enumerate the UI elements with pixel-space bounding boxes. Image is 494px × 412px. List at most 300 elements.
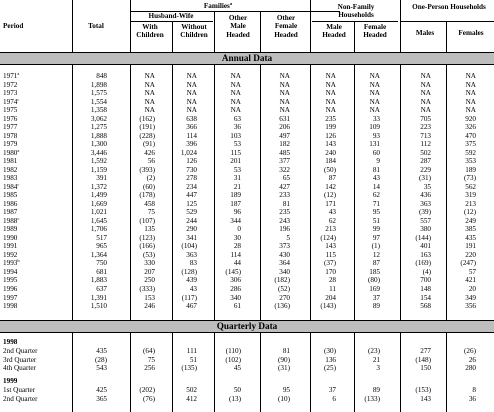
table-cell: 51 <box>189 355 197 364</box>
table-cell: 189 <box>230 191 241 200</box>
row-period <box>3 303 17 310</box>
row-period <box>3 243 17 250</box>
table-cell: NA <box>465 72 476 80</box>
table-cell: NA <box>230 89 241 98</box>
table-cell: NA <box>230 106 241 115</box>
table-cell: NA <box>144 89 155 98</box>
table-cell: 250 <box>144 276 155 285</box>
period-year: 1972 <box>3 80 18 89</box>
table-cell: 1,499 <box>90 191 107 200</box>
table-cell: (76) <box>143 394 155 403</box>
table-cell: NA <box>369 80 380 89</box>
table-cell: 502 <box>420 148 431 157</box>
table-cell: NA <box>465 106 476 115</box>
period-year: 1998 <box>3 302 18 311</box>
table-cell: 50 <box>233 386 241 394</box>
table-cell: 240 <box>325 148 336 157</box>
table-cell: 33 <box>372 114 380 123</box>
table-cell: (135) <box>181 364 197 373</box>
table-cell: NA <box>465 97 476 106</box>
table-cell: 467 <box>186 302 197 311</box>
period-footnote-mark: b <box>17 258 20 264</box>
table-cell: 287 <box>420 157 431 166</box>
table-cell: (37) <box>324 259 336 268</box>
table-cell: 356 <box>465 302 476 311</box>
row-period <box>3 96 20 106</box>
table-cell: 1,669 <box>90 199 107 208</box>
table-cell: 425 <box>96 386 107 394</box>
table-cell: 21 <box>372 355 380 364</box>
table-cell: 306 <box>230 276 241 285</box>
table-cell: 1,358 <box>90 106 107 115</box>
column-divider <box>172 22 173 412</box>
table-cell: 233 <box>279 191 290 200</box>
table-cell: 562 <box>465 182 476 191</box>
table-cell: NA <box>186 80 197 89</box>
table-cell: 169 <box>369 285 380 293</box>
table-cell: NA <box>369 97 380 106</box>
table-cell: 497 <box>279 131 290 140</box>
table-cell: 290 <box>186 225 197 234</box>
table-cell: 681 <box>96 267 107 276</box>
period-year: 1991 <box>3 242 18 251</box>
table-cell: NA <box>420 89 431 98</box>
table-cell: 543 <box>96 364 107 373</box>
period-year: 1976 <box>3 114 18 123</box>
header-without-children: Without Children <box>180 23 208 40</box>
table-cell: 426 <box>144 148 155 157</box>
table-cell: NA <box>420 72 431 80</box>
table-cell: 557 <box>420 216 431 225</box>
table-cell: 36 <box>468 394 476 403</box>
header-non-family: Non-Family Households <box>337 3 375 20</box>
table-cell: (12) <box>464 208 476 217</box>
table-cell: 277 <box>420 347 431 355</box>
table-cell: 322 <box>279 165 290 174</box>
table-cell: (117) <box>181 293 197 302</box>
table-cell: (191) <box>139 123 155 132</box>
table-cell: 380 <box>420 225 431 234</box>
table-cell: (107) <box>139 216 155 225</box>
row-period <box>3 181 20 191</box>
period-footnote-mark: c <box>17 181 20 187</box>
table-cell: (25) <box>324 364 336 373</box>
table-cell: 529 <box>186 208 197 217</box>
period-year: 1973 <box>3 89 18 98</box>
table-cell: 235 <box>325 114 336 123</box>
table-cell: (144) <box>415 233 431 242</box>
table-cell: 244 <box>186 216 197 225</box>
table-cell: 568 <box>420 302 431 311</box>
table-cell: 326 <box>465 123 476 132</box>
table-cell: (110) <box>225 347 241 355</box>
column-divider <box>446 22 447 412</box>
table-cell: 1,024 <box>180 148 197 157</box>
table-cell: 730 <box>186 165 197 174</box>
table-cell: NA <box>420 106 431 115</box>
table-cell: 53 <box>233 140 241 149</box>
table-cell: 220 <box>465 250 476 259</box>
table-cell: 1,391 <box>90 293 107 302</box>
table-cell: (102) <box>225 355 241 364</box>
table-cell: (31) <box>278 364 290 373</box>
table-cell: 705 <box>420 114 431 123</box>
table-cell: 37 <box>372 293 380 302</box>
table-cell: 182 <box>279 140 290 149</box>
table-cell: (13) <box>229 394 241 403</box>
table-cell: 391 <box>96 174 107 183</box>
period-year: 1994 <box>3 267 18 276</box>
table-cell: 28 <box>328 276 336 285</box>
table-cell: 1,159 <box>90 165 107 174</box>
table-cell: 363 <box>186 250 197 259</box>
table-cell: (128) <box>181 267 197 276</box>
one-person-underline <box>400 21 494 22</box>
table-cell: 435 <box>465 233 476 242</box>
table-cell: 26 <box>468 355 476 364</box>
table-cell: 213 <box>325 225 336 234</box>
table-cell: 125 <box>186 199 197 208</box>
period-year: 1995 <box>3 276 18 285</box>
table-cell: 142 <box>325 182 336 191</box>
table-cell: (4) <box>422 267 431 276</box>
row-period: 2nd Quarter <box>3 347 38 355</box>
table-cell: 36 <box>233 123 241 132</box>
table-cell: 81 <box>372 165 380 174</box>
row-period <box>3 133 17 140</box>
table-cell: 340 <box>230 293 241 302</box>
table-cell: (30) <box>324 347 336 355</box>
table-cell: 229 <box>420 165 431 174</box>
table-cell: 1,300 <box>90 140 107 149</box>
row-period <box>3 209 17 216</box>
table-cell: 87 <box>328 174 336 183</box>
table-cell: 189 <box>465 165 476 174</box>
table-cell: (60) <box>143 182 155 191</box>
header-husband-wife: Husband-Wife <box>148 12 194 20</box>
table-cell: 278 <box>186 174 197 183</box>
table-cell: 37 <box>328 386 336 394</box>
row-period: 2nd Quarter <box>3 394 38 403</box>
period-footnote-mark: c <box>17 215 20 221</box>
period-year: 1983 <box>3 174 18 183</box>
table-cell: (28) <box>95 355 107 364</box>
period-year: 1980 <box>3 148 18 157</box>
table-cell: NA <box>279 72 290 80</box>
table-cell: 965 <box>96 242 107 251</box>
table-cell: 286 <box>230 285 241 293</box>
table-cell: 143 <box>420 394 431 403</box>
table-cell: 89 <box>372 386 380 394</box>
table-cell: 631 <box>279 114 290 123</box>
row-period: 1st Quarter <box>3 386 36 394</box>
row-period <box>3 277 17 284</box>
table-cell: 75 <box>147 355 155 364</box>
table-cell: NA <box>230 80 241 89</box>
table-cell: NA <box>279 106 290 115</box>
table-cell: 1,275 <box>90 123 107 132</box>
table-cell: (39) <box>419 208 431 217</box>
table-cell: 3,446 <box>90 148 107 157</box>
table-cell: 396 <box>186 140 197 149</box>
table-cell: NA <box>369 89 380 98</box>
period-year: 1990 <box>3 233 18 242</box>
quarter-year-heading: 1999 <box>3 377 18 385</box>
table-cell: (145) <box>225 267 241 276</box>
table-cell: 103 <box>230 131 241 140</box>
table-cell: 5 <box>286 233 290 242</box>
table-cell: NA <box>325 97 336 106</box>
table-cell: (133) <box>364 394 380 403</box>
row-period <box>3 82 17 89</box>
table-cell: (91) <box>143 140 155 149</box>
table-cell: 143 <box>325 242 336 251</box>
table-cell: 447 <box>186 191 197 200</box>
table-cell: NA <box>144 106 155 115</box>
table-cell: (202) <box>139 386 155 394</box>
table-cell: 99 <box>372 225 380 234</box>
table-cell: 353 <box>465 157 476 166</box>
table-cell: NA <box>325 80 336 89</box>
period-year: 1992 <box>3 250 18 259</box>
row-period <box>3 73 19 80</box>
table-cell: 62 <box>372 191 380 200</box>
period-year: 1985 <box>3 191 18 200</box>
table-cell: 365 <box>96 394 107 403</box>
row-period <box>3 147 20 157</box>
period-footnote-mark: a <box>17 71 20 76</box>
table-cell: (228) <box>139 131 155 140</box>
quarterly-section-title: Quarterly Data <box>216 321 278 331</box>
table-cell: 187 <box>230 199 241 208</box>
table-cell: 93 <box>372 131 380 140</box>
row-period <box>3 141 17 148</box>
table-cell: 63 <box>233 114 241 123</box>
table-cell: 1,510 <box>90 302 107 311</box>
row-period <box>3 269 17 276</box>
table-cell: 8 <box>472 386 476 394</box>
table-cell: 87 <box>372 259 380 268</box>
quarter-year-heading: 1998 <box>3 338 18 346</box>
table-cell: 502 <box>186 386 197 394</box>
table-cell: 30 <box>233 233 241 242</box>
table-cell: NA <box>325 106 336 115</box>
table-cell: 1,592 <box>90 157 107 166</box>
table-cell: (1) <box>371 242 380 251</box>
table-cell: 60 <box>372 148 380 157</box>
annual-section-title: Annual Data <box>221 53 273 63</box>
table-cell: (393) <box>139 165 155 174</box>
period-year: 1975 <box>3 106 18 115</box>
table-cell: 1,364 <box>90 250 107 259</box>
row-period <box>3 90 17 97</box>
table-cell: 421 <box>465 276 476 285</box>
row-period <box>3 235 17 242</box>
table-cell: NA <box>465 80 476 89</box>
table-cell: 31 <box>233 174 241 183</box>
table-cell: NA <box>279 80 290 89</box>
table-cell: 213 <box>465 199 476 208</box>
table-cell: 280 <box>465 364 476 373</box>
table-cell: NA <box>369 72 380 80</box>
table-cell: 1,554 <box>90 97 107 106</box>
row-period: 4th Quarter <box>3 364 36 373</box>
table-cell: NA <box>420 80 431 89</box>
row-period <box>3 226 17 233</box>
table-cell: 377 <box>279 157 290 166</box>
row-period <box>3 116 17 123</box>
table-cell: 11 <box>329 285 336 293</box>
period-footnote-mark: c <box>17 96 20 102</box>
period-year: 1986 <box>3 199 18 208</box>
table-cell: 96 <box>233 208 241 217</box>
row-period <box>3 175 17 182</box>
header-other-female-headed: Other Female Headed <box>274 14 298 39</box>
table-cell: (178) <box>139 191 155 200</box>
table-cell: (50) <box>324 165 336 174</box>
row-period <box>3 215 20 225</box>
table-cell: 95 <box>372 208 380 217</box>
table-cell: 249 <box>465 216 476 225</box>
table-cell: (73) <box>464 174 476 183</box>
table-cell: 81 <box>282 347 290 355</box>
table-cell: (52) <box>278 285 290 293</box>
table-cell: (80) <box>368 276 380 285</box>
period-year: 1997 <box>3 293 18 302</box>
table-cell: 150 <box>420 364 431 373</box>
header-other-male-headed: Other Male Headed <box>226 14 250 39</box>
table-cell: 3,062 <box>90 114 107 123</box>
table-cell: NA <box>279 97 290 106</box>
row-period <box>3 192 17 199</box>
table-cell: 920 <box>465 114 476 123</box>
header-families: Families$^a$ <box>203 1 233 10</box>
table-cell: (136) <box>274 302 290 311</box>
table-cell: 436 <box>420 191 431 200</box>
table-cell: NA <box>369 106 380 115</box>
table-cell: 196 <box>279 225 290 234</box>
non-family-underline <box>312 21 398 22</box>
period-year: 1984 <box>3 182 18 191</box>
table-cell: (162) <box>139 114 155 123</box>
table-cell: 1,888 <box>90 131 107 140</box>
table-cell: 21 <box>233 182 241 191</box>
table-cell: 700 <box>420 276 431 285</box>
table-cell: 9 <box>376 157 380 166</box>
table-cell: 43 <box>189 285 197 293</box>
table-cell: (23) <box>368 347 380 355</box>
table-cell: 848 <box>96 72 107 80</box>
row-period <box>3 158 17 165</box>
table-cell: 20 <box>468 285 476 293</box>
table-cell: (333) <box>139 285 155 293</box>
table-cell: 12 <box>372 250 380 259</box>
table-cell: 112 <box>420 140 431 149</box>
header-total: Total <box>88 22 104 30</box>
table-cell: 43 <box>372 174 380 183</box>
table-cell: 364 <box>279 259 290 268</box>
header-one-person: One-Person Households <box>412 3 486 11</box>
table-cell: 3 <box>376 364 380 373</box>
table-cell: (166) <box>139 242 155 251</box>
period-year: 1982 <box>3 165 18 174</box>
table-cell: 75 <box>147 208 155 217</box>
families-underline <box>130 11 340 12</box>
row-period <box>3 252 17 259</box>
table-cell: 95 <box>282 386 290 394</box>
period-year: 1971 <box>3 72 18 80</box>
table-cell: NA <box>144 97 155 106</box>
header-nf-male-headed: Male Headed <box>322 23 346 40</box>
table-cell: 153 <box>144 293 155 302</box>
table-cell: 185 <box>369 267 380 276</box>
table-cell: 207 <box>144 267 155 276</box>
table-cell: 223 <box>420 123 431 132</box>
period-year: 1987 <box>3 208 18 217</box>
table-cell: 204 <box>325 293 336 302</box>
table-cell: 270 <box>279 293 290 302</box>
table-cell: 97 <box>372 233 380 242</box>
header-nf-female-headed: Female Headed <box>363 23 387 40</box>
table-cell: 427 <box>279 182 290 191</box>
table-cell: 28 <box>233 242 241 251</box>
table-cell: 363 <box>420 199 431 208</box>
table-cell: 61 <box>233 302 241 311</box>
table-cell: 126 <box>186 157 197 166</box>
table-cell: 638 <box>186 114 197 123</box>
table-cell: 111 <box>186 347 197 355</box>
table-cell: 201 <box>230 157 241 166</box>
table-cell: 6 <box>332 394 336 403</box>
table-cell: NA <box>279 89 290 98</box>
table-cell: 199 <box>325 123 336 132</box>
period-footnote-mark: a <box>17 147 20 153</box>
table-cell: (247) <box>460 259 476 268</box>
table-cell: 470 <box>465 131 476 140</box>
table-cell: 750 <box>96 259 107 268</box>
row-period <box>3 295 17 302</box>
table-cell: 148 <box>420 285 431 293</box>
table-cell: NA <box>144 72 155 80</box>
table-cell: 56 <box>147 157 155 166</box>
table-cell: (2) <box>146 174 155 183</box>
table-cell: (26) <box>464 347 476 355</box>
table-cell: 713 <box>420 131 431 140</box>
table-cell: 366 <box>186 123 197 132</box>
table-cell: 1,898 <box>90 80 107 89</box>
table-cell: 44 <box>233 259 241 268</box>
table-cell: 1,021 <box>90 208 107 217</box>
table-cell: 330 <box>144 259 155 268</box>
table-cell: 14 <box>372 182 380 191</box>
table-cell: (10) <box>278 394 290 403</box>
table-cell: 235 <box>279 208 290 217</box>
table-cell: 349 <box>465 293 476 302</box>
period-year: 1974 <box>3 97 18 106</box>
table-cell: 340 <box>279 267 290 276</box>
table-cell: NA <box>325 72 336 80</box>
table-cell: 344 <box>230 216 241 225</box>
table-cell: 517 <box>96 233 107 242</box>
column-divider <box>354 22 355 412</box>
table-cell: 412 <box>186 394 197 403</box>
table-cell: 109 <box>369 123 380 132</box>
column-divider <box>214 11 215 412</box>
table-cell: (31) <box>419 174 431 183</box>
period-year: 1993 <box>3 259 18 268</box>
table-cell: 65 <box>282 174 290 183</box>
table-cell: (123) <box>139 233 155 242</box>
